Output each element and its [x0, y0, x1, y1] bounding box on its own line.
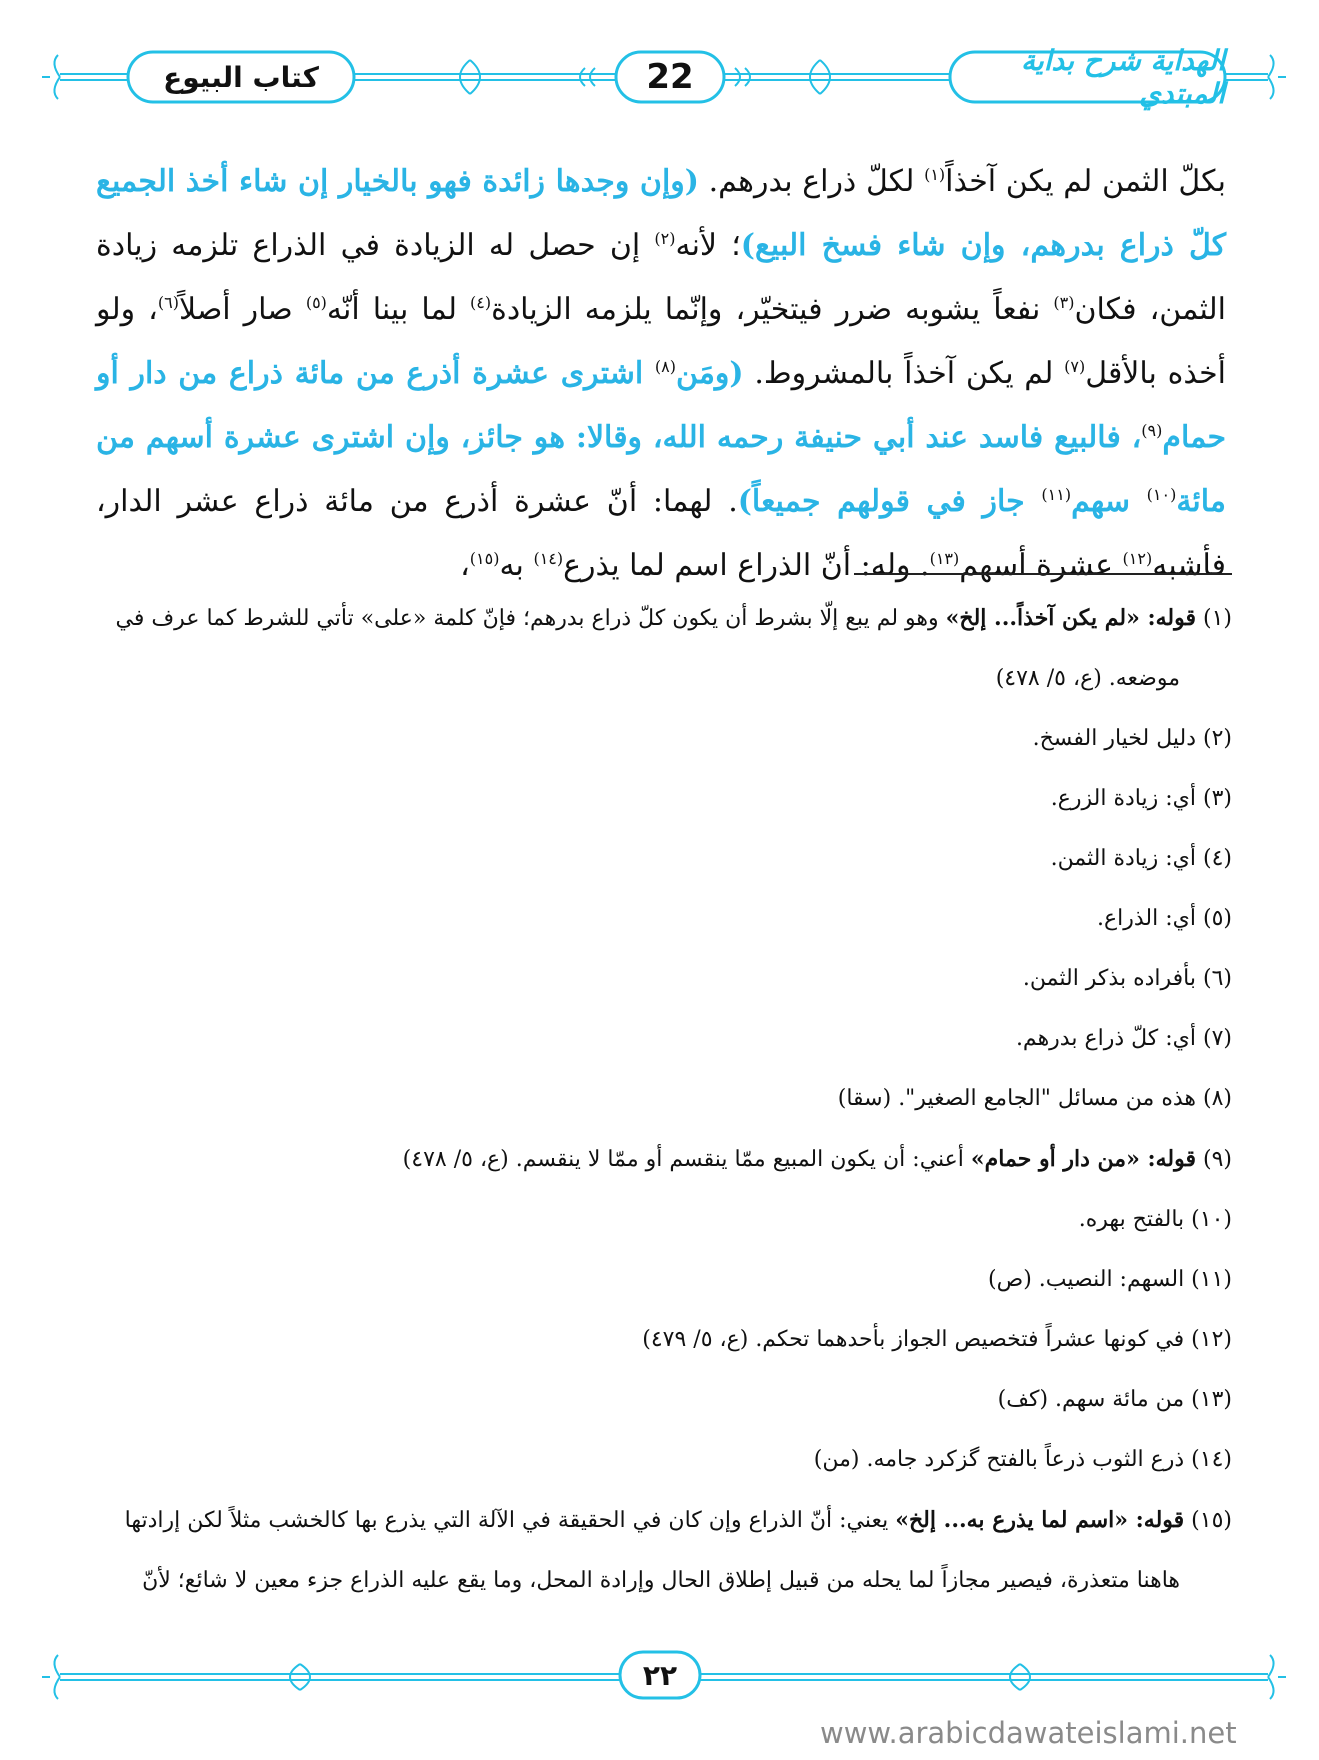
footnote-number: (١) — [1196, 606, 1232, 631]
footnote-text: هذه من مسائل "الجامع الصغير". (سقا) — [837, 1086, 1196, 1111]
footnote-marker: (١٣) — [929, 549, 960, 568]
matn-text: اشترى عشرة أذرع من مائة ذراع من دار أو حمام — [96, 356, 1226, 455]
footnote-number: (١٢) — [1184, 1327, 1232, 1352]
matn-text: (وإن وجدها زائدة فهو بالخيار إن شاء أخذ الجميع كلّ ذراع بدرهم، وإن شاء فسخ البيع) — [96, 164, 1226, 263]
footnote-text: وهو لم يبع إلّا بشرط أن يكون كلّ ذراع بدرهم؛ فإنّ كلمة «على» تأتي للشرط كما عرف في — [115, 606, 946, 631]
page-header — [0, 0, 1319, 150]
footnote-number: (٥) — [1196, 906, 1232, 931]
commentary-text: . وله: أنّ الذراع اسم لما يذرع — [563, 548, 930, 583]
commentary-text: نفعاً يشوبه ضرر فيتخيّر، وإنّما يلزمه الزيادة — [491, 292, 1054, 327]
footnote-item — [96, 1430, 1232, 1490]
watermark-url: www.arabicdawateislami.net — [820, 1716, 1237, 1750]
footnote-marker: (١٥) — [469, 549, 500, 568]
footnote-text: ذرع الثوب ذرعاً بالفتح گزكرد جامه. (من) — [813, 1447, 1185, 1472]
commentary-text: ، — [460, 548, 470, 583]
matn-text: جاز في قولهم جميعاً) — [737, 484, 1042, 519]
footnote-number: (١٤) — [1184, 1447, 1232, 1472]
footnote-separator — [854, 573, 1232, 575]
main-paragraph — [96, 150, 1226, 598]
commentary-text: بكلّ الثمن لم يكن آخذاً — [945, 164, 1226, 199]
footnote-marker: (٤) — [470, 293, 492, 312]
page-number-header: 22 — [646, 57, 694, 97]
main-text — [96, 150, 1226, 598]
footnote-item — [96, 949, 1232, 1009]
footnote-marker: (٣) — [1053, 293, 1075, 312]
commentary-text: لكلّ ذراع بدرهم. — [698, 164, 925, 199]
commentary-text: لما بينا أنّه — [326, 292, 471, 327]
commentary-text: صار أصلاً — [178, 292, 306, 327]
matn-text: سهم — [1071, 484, 1147, 519]
footnote-item — [96, 1069, 1232, 1129]
footnote-text: يعني: أنّ الذراع وإن كان في الحقيقة في الآلة التي يذرع بها كالخشب مثلاً لكن إرادتها — [124, 1508, 896, 1533]
footnote-item — [96, 769, 1232, 829]
footnote-item — [96, 1129, 1232, 1190]
matn-text: (ومَن — [676, 356, 744, 391]
footnote-continuation: موضعه. (ع، ٥/ ٤٧٨) — [995, 666, 1180, 691]
footnote-number: (١٠) — [1184, 1207, 1232, 1232]
footnote-quote: قوله: «اسم لما يذرع به... إلخ» — [895, 1507, 1185, 1533]
footnote-item — [96, 1310, 1232, 1370]
book-title: الهداية شرح بداية المبتدي — [1020, 44, 1225, 110]
footnote-marker: (١١) — [1041, 485, 1072, 504]
footnote-item — [96, 1009, 1232, 1069]
footnotes — [96, 588, 1232, 1611]
footnote-marker: (١) — [924, 165, 946, 184]
footnote-marker: (١٤) — [533, 549, 564, 568]
footnote-marker: (٢) — [654, 229, 676, 248]
footnote-number: (١١) — [1184, 1267, 1232, 1292]
footnote-number: (٩) — [1196, 1147, 1232, 1172]
footnote-text: أي: الذراع. — [1097, 906, 1196, 931]
footnote-marker: (٧) — [1064, 357, 1086, 376]
footnote-number: (٧) — [1196, 1026, 1232, 1051]
footnote-item — [96, 1190, 1232, 1250]
matn-text: ، فالبيع فاسد عند أبي حنيفة رحمه الله، وقالا: هو جائز، وإن اشترى عشرة أسهم من مائة — [96, 420, 1226, 519]
footnote-continuation: هاهنا متعذرة، فيصير مجازاً لما يحله من قبيل إطلاق الحال وإرادة المحل، وما يقع عليه الذراع جزء معين لا شائع؛ لأنّ — [142, 1568, 1180, 1593]
commentary-text: . لهما: أنّ عشرة أذرع من مائة ذراع عشر الدار، فأشبه — [96, 484, 1226, 583]
footnote-marker: (٨) — [654, 357, 676, 376]
commentary-text: عشرة أسهم — [959, 548, 1123, 583]
footnote-text: أي: زيادة الزرع. — [1050, 786, 1196, 811]
footnote-text: أعني: أن يكون المبيع ممّا ينقسم أو ممّا لا ينقسم. (ع، ٥/ ٤٧٨) — [402, 1147, 971, 1172]
footnote-text: بالفتح بهره. — [1078, 1207, 1185, 1232]
footnote-number: (٦) — [1196, 966, 1232, 991]
footnote-marker: (٥) — [305, 293, 327, 312]
footnote-item — [96, 588, 1232, 709]
footnote-text: السهم: النصيب. (ص) — [988, 1267, 1185, 1292]
footnote-quote: قوله: «لم يكن آخذاً... إلخ» — [945, 605, 1196, 631]
footnote-text: أي: كلّ ذراع بدرهم. — [1015, 1026, 1196, 1051]
footnote-item — [96, 709, 1232, 769]
footnote-number: (٤) — [1196, 846, 1232, 871]
footnote-item — [96, 829, 1232, 889]
footnote-quote: قوله: «من دار أو حمام» — [970, 1146, 1196, 1172]
chapter-title: كتاب البيوع — [163, 60, 319, 94]
footnote-text: دليل لخيار الفسخ. — [1032, 726, 1196, 751]
footnote-marker: (١٠) — [1146, 485, 1177, 504]
commentary-text: لم يكن آخذاً بالمشروط. — [743, 356, 1065, 391]
commentary-text: ؛ لأنه — [675, 228, 741, 263]
footnote-number: (٨) — [1196, 1086, 1232, 1111]
footnote-number: (١٣) — [1184, 1387, 1232, 1412]
footnote-item — [96, 1370, 1232, 1430]
footnote-text: في كونها عشراً فتخصيص الجواز بأحدهما تحكم. (ع، ٥/ ٤٧٩) — [642, 1327, 1185, 1352]
commentary-text: به — [499, 548, 534, 583]
footnote-item — [96, 1250, 1232, 1310]
footnote-number: (٣) — [1196, 786, 1232, 811]
commentary-text: إن حصل له الزيادة في الذراع تلزمه زيادة الثمن، فكان — [96, 228, 1226, 327]
commentary-text: ، ولو أخذه بالأقل — [96, 292, 1226, 391]
page-number-footer: ٢٢ — [642, 1658, 678, 1692]
footnote-text: أي: زيادة الثمن. — [1050, 846, 1196, 871]
footnote-item — [96, 1490, 1232, 1611]
footnote-item — [96, 889, 1232, 949]
footnote-marker: (٩) — [1141, 421, 1163, 440]
footnote-number: (١٥) — [1184, 1508, 1232, 1533]
footnote-marker: (١٢) — [1122, 549, 1153, 568]
footnote-number: (٢) — [1196, 726, 1232, 751]
footnote-marker: (٦) — [157, 293, 179, 312]
footnote-text: بأفراده بذكر الثمن. — [1022, 966, 1196, 991]
footnote-text: من مائة سهم. (كف) — [997, 1387, 1185, 1412]
